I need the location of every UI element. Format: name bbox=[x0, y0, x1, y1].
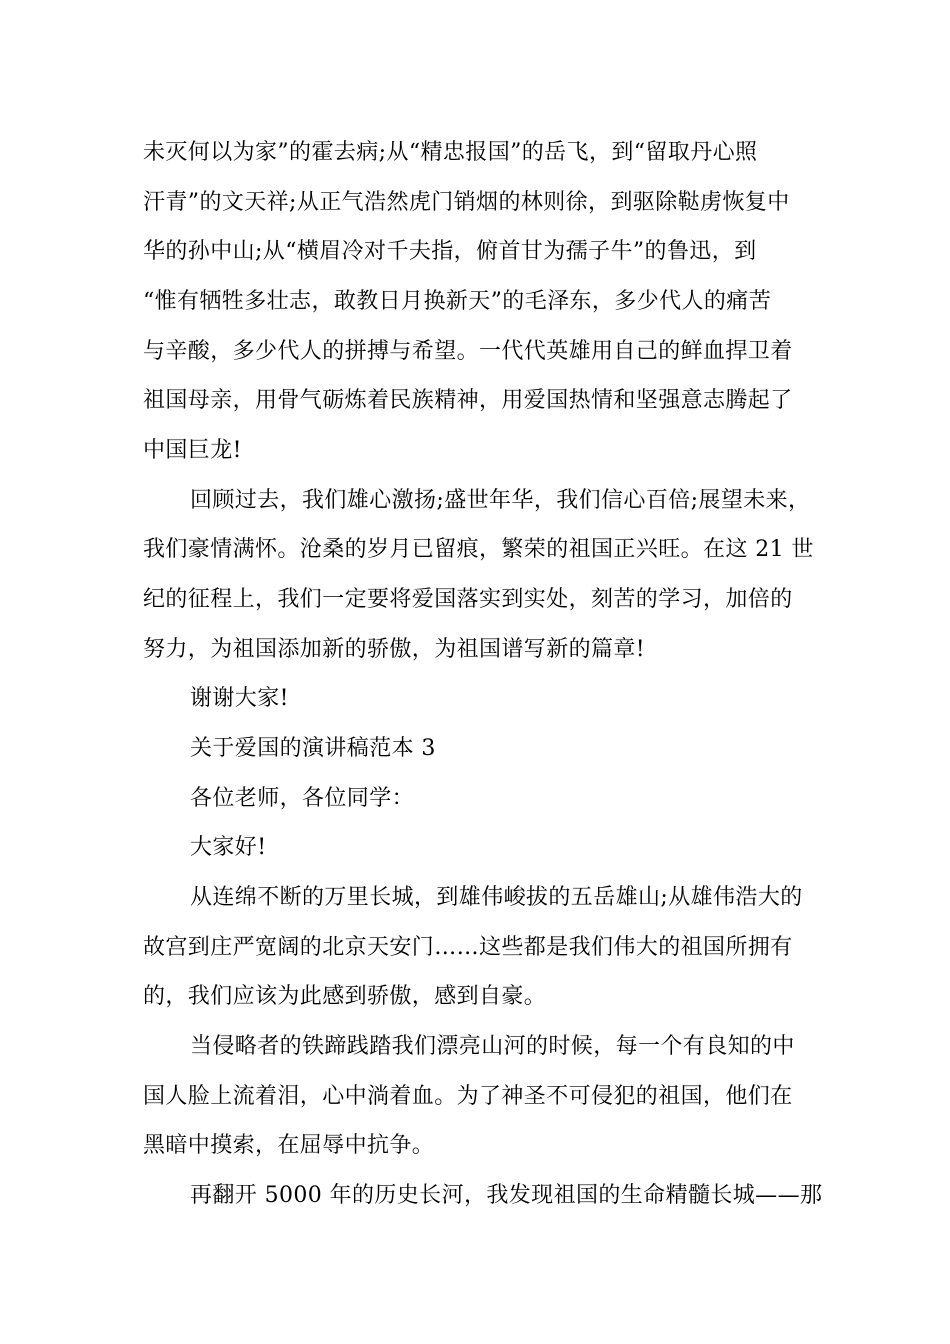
text-line: “惟有牺牲多壮志，敢教日月换新天”的毛泽东，多少代人的痛苦 bbox=[143, 289, 772, 314]
text-line: 未灭何以为家”的霍去病;从“精忠报国”的岳飞，到“留取丹心照 bbox=[143, 140, 758, 165]
text-line: 与辛酸，多少代人的拼搏与希望。一代代英雄用自己的鲜血捍卫着 bbox=[143, 339, 793, 364]
text-line: 中国巨龙! bbox=[143, 438, 242, 463]
paragraph-start-line: 当侵略者的铁蹄践踏我们漂亮山河的时候，每一个有良知的中 bbox=[190, 1034, 795, 1059]
text-line: 的，我们应该为此感到骄傲，感到自豪。 bbox=[143, 984, 547, 1009]
greeting-line: 大家好! bbox=[190, 835, 267, 860]
text-line: 努力，为祖国添加新的骄傲，为祖国谱写新的篇章! bbox=[143, 637, 646, 662]
section-title: 关于爱国的演讲稿范本 3 bbox=[190, 736, 436, 761]
text-line: 黑暗中摸索，在屈辱中抗争。 bbox=[143, 1133, 435, 1158]
text-line: 故宫到庄严宽阔的北京天安门……这些都是我们伟大的祖国所拥有 bbox=[143, 935, 793, 960]
text-line: 华的孙中山;从“横眉冷对千夫指，俯首甘为孺子牛”的鲁迅，到 bbox=[143, 239, 757, 264]
paragraph-start-line: 回顾过去，我们雄心激扬;盛世年华，我们信心百倍;展望未来， bbox=[190, 488, 811, 513]
text-line: 国人脸上流着泪，心中淌着血。为了神圣不可侵犯的祖国，他们在 bbox=[143, 1084, 793, 1109]
text-line: 汗青”的文天祥;从正气浩然虎门销烟的林则徐，到驱除鞑虏恢复中 bbox=[143, 190, 790, 215]
text-line: 我们豪情满怀。沧桑的岁月已留痕，繁荣的祖国正兴旺。在这 21 世 bbox=[143, 537, 814, 562]
closing-line: 谢谢大家! bbox=[190, 686, 289, 711]
text-line: 祖国母亲，用骨气砺炼着民族精神，用爱国热情和坚强意志腾起了 bbox=[143, 388, 793, 413]
paragraph-start-line: 从连绵不断的万里长城，到雄伟峻拔的五岳雄山;从雄伟浩大的 bbox=[190, 885, 803, 910]
paragraph-start-line: 再翻开 5000 年的历史长河，我发现祖国的生命精髓长城——那 bbox=[190, 1183, 823, 1208]
salutation-line: 各位老师，各位同学： bbox=[190, 786, 415, 811]
text-line: 纪的征程上，我们一定要将爱国落实到实处，刻苦的学习，加倍的 bbox=[143, 587, 793, 612]
